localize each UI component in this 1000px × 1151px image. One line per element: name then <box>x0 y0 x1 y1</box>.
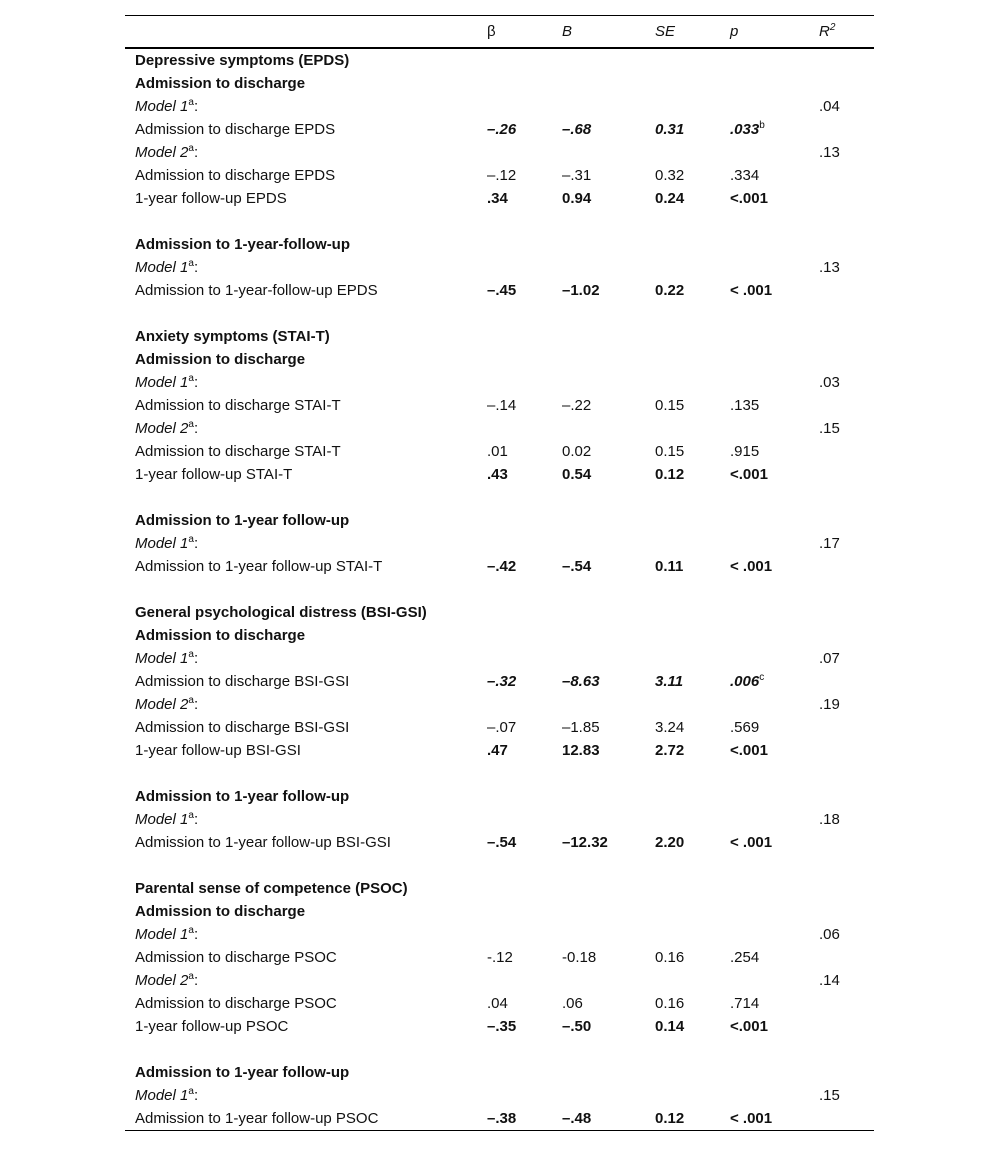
model-colon: : <box>193 374 199 391</box>
section-heading: Admission to 1-year follow-up <box>135 788 350 805</box>
model-label <box>135 1084 198 1107</box>
header-p: p <box>730 23 739 40</box>
model-name: Model 1 <box>135 1087 189 1104</box>
model-colon: : <box>193 811 199 828</box>
predictor-label: Admission to 1-year follow-up BSI-GSI <box>135 834 391 851</box>
model-row <box>125 256 874 279</box>
header-beta: β <box>487 23 496 40</box>
model-row <box>125 417 874 440</box>
table-row <box>125 992 874 1015</box>
model-label <box>135 95 198 118</box>
p-value <box>730 670 764 693</box>
section-heading: General psychological distress (BSI-GSI) <box>135 604 427 621</box>
r2-value: .15 <box>819 1087 840 1104</box>
p-value <box>730 716 759 739</box>
model-colon: : <box>193 98 199 115</box>
p-value <box>730 831 772 854</box>
table-body <box>125 49 874 1130</box>
p-number: .254 <box>730 949 760 966</box>
model-footnote-mark: a <box>188 1086 194 1097</box>
se-value: 0.15 <box>655 397 685 414</box>
predictor-label: 1-year follow-up PSOC <box>135 1018 289 1035</box>
model-name: Model 1 <box>135 650 189 667</box>
model-label <box>135 969 198 992</box>
table-header-row <box>125 16 874 49</box>
model-name: Model 2 <box>135 972 189 989</box>
model-footnote-mark: a <box>188 373 194 384</box>
beta-value: –.38 <box>487 1110 517 1127</box>
spacer-row <box>125 486 874 509</box>
model-label <box>135 256 198 279</box>
model-name: Model 1 <box>135 926 189 943</box>
predictor-label: 1-year follow-up EPDS <box>135 190 287 207</box>
beta-value: –.45 <box>487 282 517 299</box>
table-row <box>125 946 874 969</box>
model-label <box>135 808 198 831</box>
header-r2-letter: R <box>819 23 830 40</box>
predictor-label: 1-year follow-up BSI-GSI <box>135 742 301 759</box>
section-heading: Admission to discharge <box>135 627 306 644</box>
b-value: –.48 <box>562 1110 592 1127</box>
section-heading-row <box>125 1061 874 1084</box>
r2-value: .03 <box>819 374 840 391</box>
model-label <box>135 532 198 555</box>
table-row <box>125 164 874 187</box>
table-row <box>125 670 874 693</box>
p-value <box>730 992 759 1015</box>
se-value: 0.22 <box>655 282 685 299</box>
section-heading-row <box>125 785 874 808</box>
beta-value: –.54 <box>487 834 517 851</box>
table-row <box>125 187 874 210</box>
b-value: –.68 <box>562 121 592 138</box>
p-value <box>730 164 759 187</box>
table-row <box>125 118 874 141</box>
predictor-label: 1-year follow-up STAI-T <box>135 466 293 483</box>
spacer-row <box>125 210 874 233</box>
se-value: 0.32 <box>655 167 685 184</box>
r2-value: .19 <box>819 696 840 713</box>
model-footnote-mark: a <box>188 143 194 154</box>
p-number: .334 <box>730 167 760 184</box>
model-colon: : <box>193 259 199 276</box>
se-value: 3.24 <box>655 719 685 736</box>
section-heading-row <box>125 601 874 624</box>
predictor-label: Admission to discharge STAI-T <box>135 397 341 414</box>
section-heading-row <box>125 509 874 532</box>
se-value: 0.24 <box>655 190 685 207</box>
b-value: –.50 <box>562 1018 592 1035</box>
p-number: .569 <box>730 719 760 736</box>
model-name: Model 1 <box>135 535 189 552</box>
model-label <box>135 923 198 946</box>
section-heading-row <box>125 49 874 72</box>
b-value: –12.32 <box>562 834 608 851</box>
beta-value: .43 <box>487 466 508 483</box>
model-name: Model 1 <box>135 98 189 115</box>
model-row <box>125 141 874 164</box>
model-row <box>125 1084 874 1107</box>
b-value: –.31 <box>562 167 592 184</box>
model-colon: : <box>193 1087 199 1104</box>
beta-value: –.35 <box>487 1018 517 1035</box>
model-name: Model 1 <box>135 811 189 828</box>
model-colon: : <box>193 926 199 943</box>
model-footnote-mark: a <box>188 534 194 545</box>
beta-value: –.12 <box>487 167 517 184</box>
model-row <box>125 647 874 670</box>
p-number: <.001 <box>730 466 768 483</box>
model-footnote-mark: a <box>188 419 194 430</box>
spacer-row <box>125 854 874 877</box>
beta-value: -.12 <box>487 949 513 966</box>
model-name: Model 2 <box>135 696 189 713</box>
header-b: B <box>562 23 573 40</box>
model-name: Model 2 <box>135 420 189 437</box>
spacer-row <box>125 762 874 785</box>
table-row <box>125 279 874 302</box>
p-number: <.001 <box>730 1018 768 1035</box>
table-row <box>125 739 874 762</box>
p-value <box>730 440 759 463</box>
b-value: –1.02 <box>562 282 600 299</box>
section-heading-row <box>125 877 874 900</box>
section-heading: Anxiety symptoms (STAI-T) <box>135 328 330 345</box>
table-row <box>125 1015 874 1038</box>
model-row <box>125 808 874 831</box>
model-label <box>135 647 198 670</box>
r2-value: .04 <box>819 98 840 115</box>
predictor-label: Admission to discharge EPDS <box>135 167 336 184</box>
model-colon: : <box>193 144 199 161</box>
model-row <box>125 95 874 118</box>
beta-value: –.26 <box>487 121 517 138</box>
section-heading-row <box>125 233 874 256</box>
beta-value: .04 <box>487 995 508 1012</box>
model-label <box>135 693 198 716</box>
r2-value: .18 <box>819 811 840 828</box>
section-heading: Admission to discharge <box>135 903 306 920</box>
se-value: 0.11 <box>655 558 684 575</box>
p-number: .135 <box>730 397 760 414</box>
model-colon: : <box>193 420 199 437</box>
beta-value: –.07 <box>487 719 517 736</box>
model-colon: : <box>193 650 199 667</box>
predictor-label: Admission to discharge PSOC <box>135 995 337 1012</box>
section-heading: Admission to 1-year follow-up <box>135 1064 350 1081</box>
section-heading-row <box>125 348 874 371</box>
predictor-label: Admission to 1-year follow-up PSOC <box>135 1110 379 1127</box>
section-heading: Parental sense of competence (PSOC) <box>135 880 408 897</box>
model-footnote-mark: a <box>188 258 194 269</box>
p-value <box>730 555 772 578</box>
p-value <box>730 1015 768 1038</box>
header-r2-sup: 2 <box>829 22 836 33</box>
b-value: –.54 <box>562 558 592 575</box>
p-number: .915 <box>730 443 760 460</box>
b-value: –1.85 <box>562 719 600 736</box>
section-heading: Admission to discharge <box>135 351 306 368</box>
section-heading-row <box>125 900 874 923</box>
r2-value: .06 <box>819 926 840 943</box>
p-number: .714 <box>730 995 760 1012</box>
beta-value: –.14 <box>487 397 517 414</box>
header-se: SE <box>655 23 676 40</box>
p-value <box>730 739 768 762</box>
r2-value: .13 <box>819 144 840 161</box>
p-number: .033 <box>730 121 760 138</box>
table-row <box>125 394 874 417</box>
predictor-label: Admission to discharge BSI-GSI <box>135 719 350 736</box>
se-value: 0.12 <box>655 1110 685 1127</box>
r2-value: .13 <box>819 259 840 276</box>
p-number: <.001 <box>730 742 768 759</box>
table-row <box>125 440 874 463</box>
p-footnote-mark: b <box>759 120 765 131</box>
table-row <box>125 555 874 578</box>
b-value: –.22 <box>562 397 592 414</box>
section-heading-row <box>125 325 874 348</box>
beta-value: .34 <box>487 190 508 207</box>
model-colon: : <box>193 696 199 713</box>
section-heading-row <box>125 624 874 647</box>
b-value: -0.18 <box>562 949 597 966</box>
table-row <box>125 831 874 854</box>
model-row <box>125 923 874 946</box>
spacer-row <box>125 578 874 601</box>
se-value: 0.31 <box>655 121 685 138</box>
r2-value: .15 <box>819 420 840 437</box>
beta-value: .01 <box>487 443 508 460</box>
b-value: –8.63 <box>562 673 600 690</box>
se-value: 0.16 <box>655 995 685 1012</box>
model-label <box>135 371 198 394</box>
b-value: 0.02 <box>562 443 592 460</box>
predictor-label: Admission to discharge PSOC <box>135 949 337 966</box>
p-number: <.001 <box>730 190 768 207</box>
regression-table <box>125 15 874 1131</box>
model-label <box>135 141 198 164</box>
model-row <box>125 371 874 394</box>
b-value: 12.83 <box>562 742 600 759</box>
spacer-row <box>125 302 874 325</box>
model-colon: : <box>193 535 199 552</box>
spacer-row <box>125 1038 874 1061</box>
p-number: < .001 <box>730 1110 773 1127</box>
p-footnote-mark: c <box>759 672 765 683</box>
b-value: .06 <box>562 995 583 1012</box>
se-value: 3.11 <box>655 673 684 690</box>
p-value <box>730 463 768 486</box>
model-name: Model 1 <box>135 259 189 276</box>
table-row <box>125 716 874 739</box>
se-value: 0.12 <box>655 466 685 483</box>
section-heading: Depressive symptoms (EPDS) <box>135 52 350 69</box>
model-row <box>125 693 874 716</box>
p-value <box>730 187 768 210</box>
beta-value: –.32 <box>487 673 517 690</box>
predictor-label: Admission to 1-year-follow-up EPDS <box>135 282 378 299</box>
p-number: < .001 <box>730 834 773 851</box>
predictor-label: Admission to discharge EPDS <box>135 121 336 138</box>
se-value: 2.20 <box>655 834 685 851</box>
b-value: 0.54 <box>562 466 592 483</box>
r2-value: .07 <box>819 650 840 667</box>
p-number: < .001 <box>730 282 773 299</box>
p-number: .006 <box>730 673 760 690</box>
model-name: Model 2 <box>135 144 189 161</box>
se-value: 0.16 <box>655 949 685 966</box>
r2-value: .14 <box>819 972 840 989</box>
p-value <box>730 118 765 141</box>
section-heading: Admission to discharge <box>135 75 306 92</box>
table-row <box>125 1107 874 1130</box>
section-heading: Admission to 1-year-follow-up <box>135 236 351 253</box>
p-value <box>730 1107 772 1130</box>
header-r2 <box>819 16 835 47</box>
predictor-label: Admission to discharge BSI-GSI <box>135 673 350 690</box>
model-label <box>135 417 198 440</box>
se-value: 0.15 <box>655 443 685 460</box>
predictor-label: Admission to discharge STAI-T <box>135 443 341 460</box>
predictor-label: Admission to 1-year follow-up STAI-T <box>135 558 383 575</box>
section-heading-row <box>125 72 874 95</box>
model-footnote-mark: a <box>188 649 194 660</box>
beta-value: –.42 <box>487 558 517 575</box>
p-value <box>730 394 759 417</box>
model-footnote-mark: a <box>188 810 194 821</box>
model-footnote-mark: a <box>188 925 194 936</box>
model-row <box>125 969 874 992</box>
se-value: 2.72 <box>655 742 685 759</box>
p-value <box>730 279 772 302</box>
se-value: 0.14 <box>655 1018 685 1035</box>
b-value: 0.94 <box>562 190 592 207</box>
p-value <box>730 946 759 969</box>
section-heading: Admission to 1-year follow-up <box>135 512 350 529</box>
model-colon: : <box>193 972 199 989</box>
model-row <box>125 532 874 555</box>
table-row <box>125 463 874 486</box>
model-footnote-mark: a <box>188 97 194 108</box>
beta-value: .47 <box>487 742 508 759</box>
p-number: < .001 <box>730 558 773 575</box>
r2-value: .17 <box>819 535 840 552</box>
model-footnote-mark: a <box>188 971 194 982</box>
model-name: Model 1 <box>135 374 189 391</box>
model-footnote-mark: a <box>188 695 194 706</box>
